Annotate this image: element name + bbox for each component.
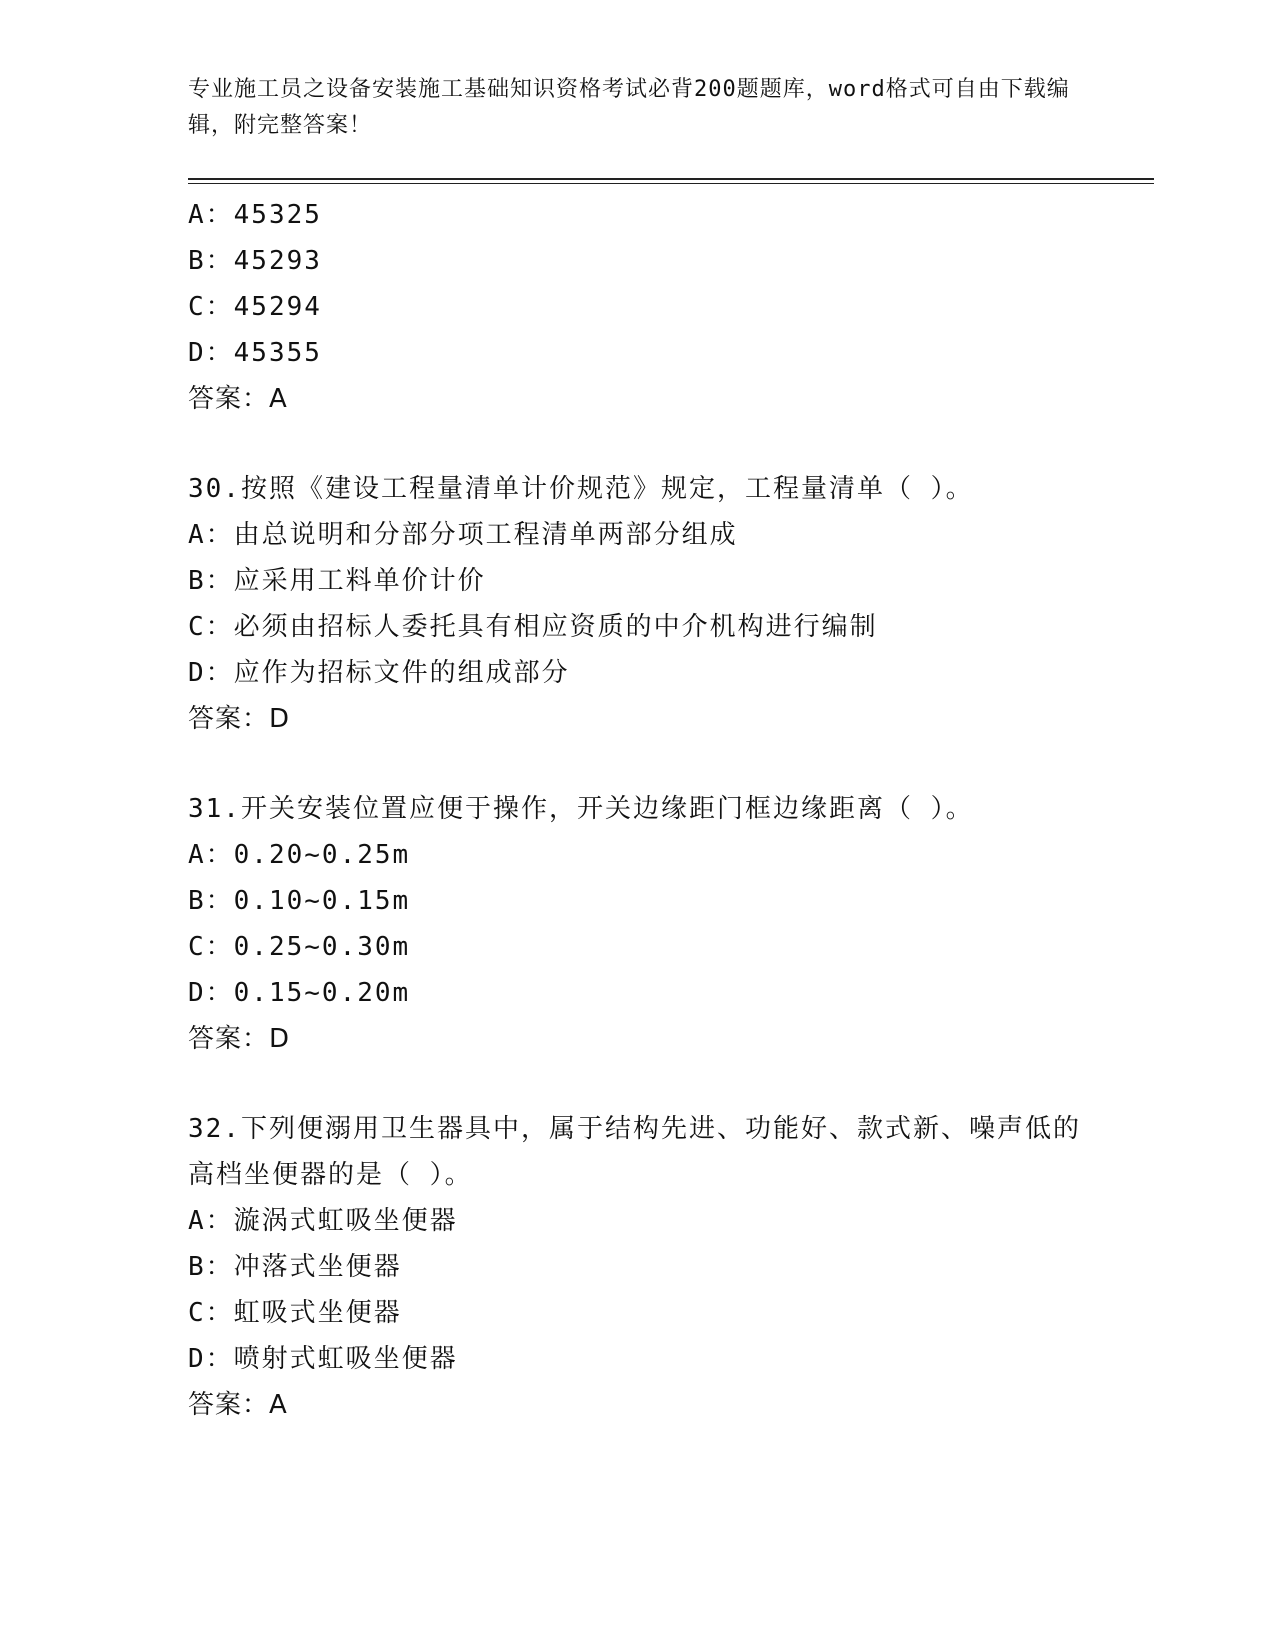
option-b: B：应采用工料单价计价 — [188, 566, 486, 596]
question-title: 31.开关安装位置应便于操作，开关边缘距门框边缘距离（ ）。 — [188, 794, 974, 824]
option-d: D：0.15~0.20m — [188, 978, 411, 1008]
question-list — [188, 192, 1154, 1428]
question-32 — [188, 1106, 1154, 1428]
option-a: A：由总说明和分部分项工程清单两部分组成 — [188, 520, 738, 550]
option-a: A：45325 — [188, 200, 322, 230]
header-rule-thick — [188, 178, 1154, 180]
option-d: D：应作为招标文件的组成部分 — [188, 658, 570, 688]
option-c: C：虹吸式坐便器 — [188, 1298, 402, 1328]
option-a: A：0.20~0.25m — [188, 840, 411, 870]
document-header: 专业施工员之设备安装施工基础知识资格考试必背200题题库，word格式可自由下载编辑，附完整答案！ — [188, 77, 1070, 138]
option-a: A：漩涡式虹吸坐便器 — [188, 1206, 458, 1236]
question-title: 32.下列便溺用卫生器具中，属于结构先进、功能好、款式新、噪声低的高档坐便器的是（ ）。 — [188, 1114, 1081, 1190]
header-rule-thin — [188, 183, 1154, 184]
question-29-continued — [188, 192, 1154, 422]
question-30 — [188, 466, 1154, 742]
option-d: D：45355 — [188, 338, 322, 368]
option-d: D：喷射式虹吸坐便器 — [188, 1344, 458, 1374]
option-b: B：冲落式坐便器 — [188, 1252, 402, 1282]
question-title: 30.按照《建设工程量清单计价规范》规定，工程量清单（ ）。 — [188, 474, 974, 504]
option-c: C：0.25~0.30m — [188, 932, 411, 962]
answer: 答案：D — [188, 704, 291, 734]
answer: 答案：A — [188, 1390, 288, 1420]
option-c: C：必须由招标人委托具有相应资质的中介机构进行编制 — [188, 612, 878, 642]
answer: 答案：A — [188, 384, 288, 414]
option-c: C：45294 — [188, 292, 322, 322]
answer: 答案：D — [188, 1024, 291, 1054]
option-b: B：0.10~0.15m — [188, 886, 411, 916]
question-31 — [188, 786, 1154, 1062]
option-b: B：45293 — [188, 246, 322, 276]
